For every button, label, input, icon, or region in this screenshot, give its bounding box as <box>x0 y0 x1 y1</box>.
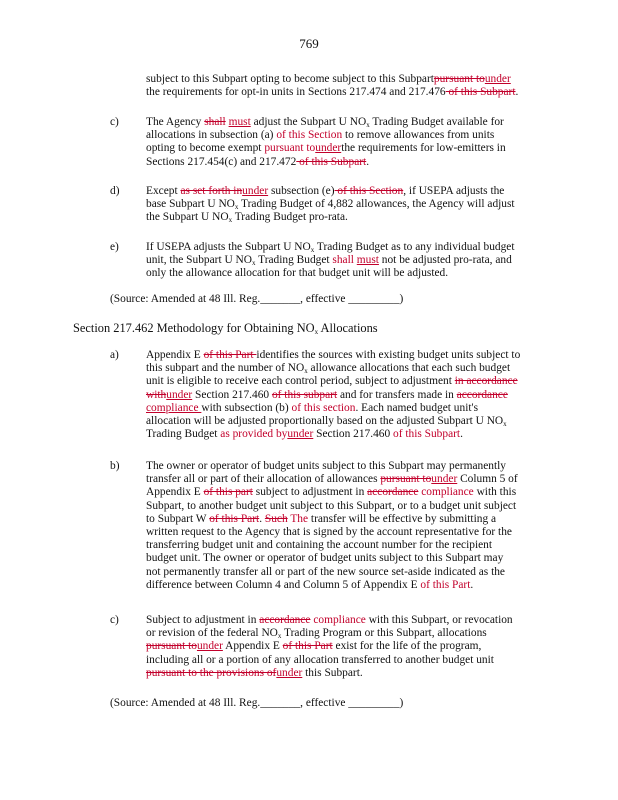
deleted-text: accordance <box>456 388 508 401</box>
text-line <box>146 415 520 428</box>
text-line <box>146 362 520 375</box>
deleted-text: with <box>146 388 167 401</box>
text-line <box>146 486 518 499</box>
text-line <box>146 552 518 565</box>
text-run: unit, the Subpart U NO <box>146 254 252 267</box>
text-line <box>146 375 520 388</box>
text-run: subject to this Subpart opting to become subject to this Subpart <box>146 73 434 85</box>
deleted-text: of this part <box>203 486 253 499</box>
amended-text: shall <box>332 254 354 267</box>
text-line <box>146 460 518 473</box>
text-run: opting to become exempt <box>146 142 265 155</box>
text-run: Allocations <box>318 321 378 335</box>
paragraph-b <box>146 460 518 592</box>
item-label-d: d) <box>110 185 120 197</box>
text-line <box>146 402 520 415</box>
text-line <box>146 116 506 129</box>
text-run: with this <box>473 486 517 499</box>
text-run: with this Subpart, or revocation <box>365 614 513 626</box>
text-run: identifies the sources with existing budget units subject to <box>256 349 521 361</box>
text-line <box>110 293 403 306</box>
text-run: Trading Budget pro-rata. <box>232 211 348 224</box>
deleted-text: of this Subpart <box>445 86 516 99</box>
subscript: x <box>314 328 319 336</box>
text-run: to remove allowances from units <box>342 129 495 142</box>
text-run: Trading Budget <box>255 254 333 267</box>
text-run: with subsection (b) <box>201 401 292 414</box>
amended-text: pursuant to <box>264 142 316 155</box>
text-line <box>146 627 513 640</box>
item-label-e: e) <box>110 241 119 253</box>
text-line <box>146 267 515 280</box>
text-run: the Subpart U NO <box>146 211 229 224</box>
text-run: Column 5 of <box>457 473 518 486</box>
text-run: The Agency <box>146 116 205 128</box>
text-run: . <box>259 512 265 525</box>
item-label-c-top: c) <box>110 116 119 128</box>
inserted-text: under <box>242 185 269 197</box>
inserted-text: under <box>166 388 193 401</box>
text-run: . Each named budget unit's <box>355 401 479 414</box>
paragraph-c-bottom <box>146 614 513 680</box>
deleted-text: in accordance <box>454 375 518 388</box>
text-run: Trading Budget of 4,882 allowances, the Agency will adjust <box>238 198 515 211</box>
deleted-text: of this Subpart <box>296 155 367 168</box>
paragraph-e <box>146 241 515 281</box>
text-run: (Source: Amended at 48 Ill. Reg._______, effective _________) <box>110 293 404 305</box>
text-run: this Subpart. <box>302 666 363 679</box>
amended-text: of this Section <box>276 129 343 142</box>
text-run: budget unit. The owner or operator of budget units subject to this Subpart may <box>146 552 504 565</box>
deleted-text: Such <box>264 512 288 525</box>
text-run: subject to adjustment in <box>252 486 368 499</box>
inserted-text: must <box>228 116 251 128</box>
text-line <box>146 389 520 402</box>
text-run: only the allowance allocation for that budget unit will be adjusted. <box>146 267 449 280</box>
inserted-text: under <box>315 142 342 155</box>
deleted-text: pursuant to <box>433 73 485 85</box>
text-line <box>146 254 515 267</box>
deleted-text: as set forth in <box>180 185 243 197</box>
text-run: Appendix E <box>146 486 204 499</box>
text-run: adjust the Subpart U NO <box>250 116 367 128</box>
text-line <box>146 86 518 99</box>
inserted-text: under <box>196 640 223 653</box>
deleted-text: of this Part <box>203 349 257 361</box>
text-run: including all or a portion of any allocation transferred to another budget unit <box>146 653 494 666</box>
item-label-a: a) <box>110 349 119 361</box>
text-run: written request to the Agency that is signed by the account representative for the <box>146 525 512 538</box>
subscript: x <box>234 203 239 212</box>
text-run: Subject to adjustment in <box>146 614 260 626</box>
amended-text: compliance <box>421 486 474 499</box>
text-line <box>110 697 403 710</box>
paragraph-d <box>146 185 515 225</box>
inserted-text: must <box>356 254 379 267</box>
text-run: to Subpart W <box>146 512 210 525</box>
text-run: Appendix E <box>146 349 204 361</box>
text-run: Trading Program or this Subpart, allocations <box>281 627 487 640</box>
text-line <box>146 579 518 592</box>
inserted-text: compliance <box>146 401 202 414</box>
text-line <box>146 539 518 552</box>
text-line <box>146 241 515 254</box>
item-label-b: b) <box>110 460 120 472</box>
text-run: unit is eligible to receive each control period, subject to adjustment <box>146 375 455 388</box>
text-run: exist for the life of the program, <box>332 640 482 653</box>
subscript: x <box>310 246 315 254</box>
text-line <box>146 614 513 627</box>
text-line <box>146 211 515 224</box>
text-run: not be adjusted pro-rata, and <box>378 254 512 267</box>
inserted-text: under <box>276 666 303 679</box>
inserted-text: under <box>431 473 458 486</box>
text-line <box>146 473 518 486</box>
text-run: Trading Budget <box>146 428 221 441</box>
deleted-text: accordance <box>259 614 311 626</box>
item-label-c-bottom: c) <box>110 614 119 626</box>
intro-paragraph <box>146 73 518 99</box>
text-run: (Source: Amended at 48 Ill. Reg._______, effective _________) <box>110 697 404 709</box>
text-run: allowance allocations that each such budget <box>307 362 511 375</box>
text-run: Except <box>146 185 181 197</box>
text-run: allocation will be adjusted proportionally based on the adjusted Subpart U NO <box>146 414 504 427</box>
text-line <box>146 526 518 539</box>
amended-text: as provided by <box>220 428 288 441</box>
text-run: Section 217.462 Methodology for Obtaining NO <box>73 321 315 335</box>
text-run: The owner or operator of budget units subject to this Subpart may permanently <box>146 460 506 472</box>
text-run: . <box>515 86 519 99</box>
deleted-text: shall <box>204 116 226 128</box>
deleted-text: of this Part <box>209 512 260 525</box>
text-run: transfer will be effective by submitting a <box>308 512 497 525</box>
text-line <box>146 185 515 198</box>
text-run: Trading Budget available for <box>369 116 504 128</box>
text-line <box>146 667 513 680</box>
text-run: or revision of the federal NO <box>146 627 278 640</box>
subscript: x <box>252 259 256 268</box>
section-heading <box>73 321 378 336</box>
source-note-2 <box>110 697 403 710</box>
text-run: . <box>470 578 474 591</box>
deleted-text: pursuant to <box>380 473 432 486</box>
text-run: Appendix E <box>222 640 283 653</box>
text-run: Section 217.460 <box>192 388 272 401</box>
text-line <box>146 349 520 362</box>
text-line <box>146 654 513 667</box>
amended-text: compliance <box>313 614 366 626</box>
text-run: the requirements for low-emitters in <box>341 142 506 155</box>
amended-text: The <box>290 512 309 525</box>
text-run: not permanently transfer all or part of the new source set-aside indicated as the <box>146 565 505 578</box>
text-line <box>146 156 506 169</box>
subscript: x <box>503 419 507 428</box>
text-line <box>146 142 506 155</box>
deleted-text: of this subpart <box>271 388 338 401</box>
text-run: . <box>366 155 370 168</box>
text-line <box>146 73 518 86</box>
text-run: Sections 217.454(c) and 217.472 <box>146 155 297 168</box>
text-run: If USEPA adjusts the Subpart U NO <box>146 241 311 253</box>
text-line <box>146 428 520 441</box>
text-run: difference between Column 4 and Column 5 of Appendix E <box>146 578 421 591</box>
deleted-text: pursuant to <box>146 640 197 653</box>
inserted-text: under <box>484 73 511 85</box>
text-run: . <box>460 428 463 441</box>
paragraph-c-top <box>146 116 506 169</box>
deleted-text: accordance <box>367 486 419 499</box>
paragraph-a <box>146 349 520 441</box>
subscript: x <box>277 632 282 641</box>
subscript: x <box>366 121 370 129</box>
deleted-text: pursuant to the provisions of <box>146 666 277 679</box>
text-run: Trading Budget as to any individual budget <box>314 241 515 253</box>
amended-text: of this Subpart <box>393 428 461 441</box>
text-line <box>146 129 506 142</box>
text-run: the requirements for opt-in units in Sections 217.474 and 217.476 <box>146 86 446 99</box>
subscript: x <box>228 216 233 225</box>
text-run: allocations in subsection (a) <box>146 129 277 142</box>
text-line <box>146 640 513 653</box>
text-line <box>146 566 518 579</box>
source-note-1 <box>110 293 403 306</box>
text-run: this subpart and the number of NO <box>146 362 305 375</box>
page-number: 769 <box>299 36 319 51</box>
text-run: transfer all or part of their allocation of allowances <box>146 473 381 486</box>
text-run: , if USEPA adjusts the <box>403 185 505 197</box>
inserted-text: under <box>287 428 314 441</box>
text-line <box>146 513 518 526</box>
amended-text: of this section <box>291 401 356 414</box>
subscript: x <box>304 367 308 376</box>
text-run: subsection (e) <box>268 185 335 197</box>
text-run: base Subpart U NO <box>146 198 235 211</box>
text-line <box>146 500 518 513</box>
deleted-text: of this Section <box>334 185 404 197</box>
text-run: transferring budget unit and containing the account number for the recipient <box>146 539 493 552</box>
text-run: and for transfers made in <box>337 388 457 401</box>
text-run: Section 217.460 <box>313 428 394 441</box>
amended-text: of this Part <box>420 578 471 591</box>
deleted-text: of this Part <box>282 640 333 653</box>
text-run: Subpart, to another budget unit subject to this Subpart, or to a budget unit subject <box>146 499 517 512</box>
text-line <box>146 198 515 211</box>
